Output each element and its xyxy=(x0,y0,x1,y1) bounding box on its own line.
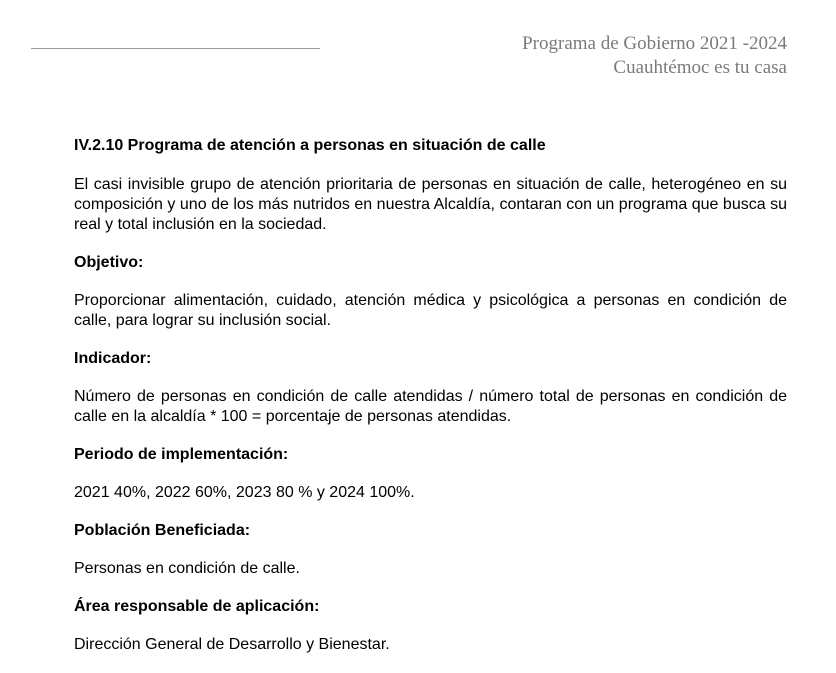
indicador-text: Número de personas en condición de calle atendidas / número total de personas en condición de calle en la alcaldía * 100 = porcentaje de personas atendidas. xyxy=(74,388,787,425)
area-text: Dirección General de Desarrollo y Bienestar. xyxy=(74,636,390,653)
header-rule xyxy=(31,48,320,49)
objetivo-text: Proporcionar alimentación, cuidado, atención médica y psicológica a personas en condición de calle, para lograr su inclusión social. xyxy=(74,292,787,329)
periodo-label: Periodo de implementación: xyxy=(74,446,289,463)
indicador-label: Indicador: xyxy=(74,350,152,367)
page-header xyxy=(522,32,787,80)
periodo-text: 2021 40%, 2022 60%, 2023 80 % y 2024 100%. xyxy=(74,484,415,501)
poblacion-label: Población Beneficiada: xyxy=(74,522,251,539)
section-intro: El casi invisible grupo de atención prioritaria de personas en situación de calle, heterogéneo en su composición y uno de los más nutridos en nuestra Alcaldía, contaran con un programa que busca su real y total inclusión en la sociedad. xyxy=(74,176,787,233)
header-program-title: Programa de Gobierno 2021 -2024 xyxy=(522,33,787,54)
area-label: Área responsable de aplicación: xyxy=(74,598,320,615)
document-body xyxy=(74,136,787,673)
objetivo-label: Objetivo: xyxy=(74,254,144,271)
section-title: IV.2.10 Programa de atención a personas en situación de calle xyxy=(74,137,546,154)
poblacion-text: Personas en condición de calle. xyxy=(74,560,300,577)
header-slogan: Cuauhtémoc es tu casa xyxy=(613,57,787,78)
